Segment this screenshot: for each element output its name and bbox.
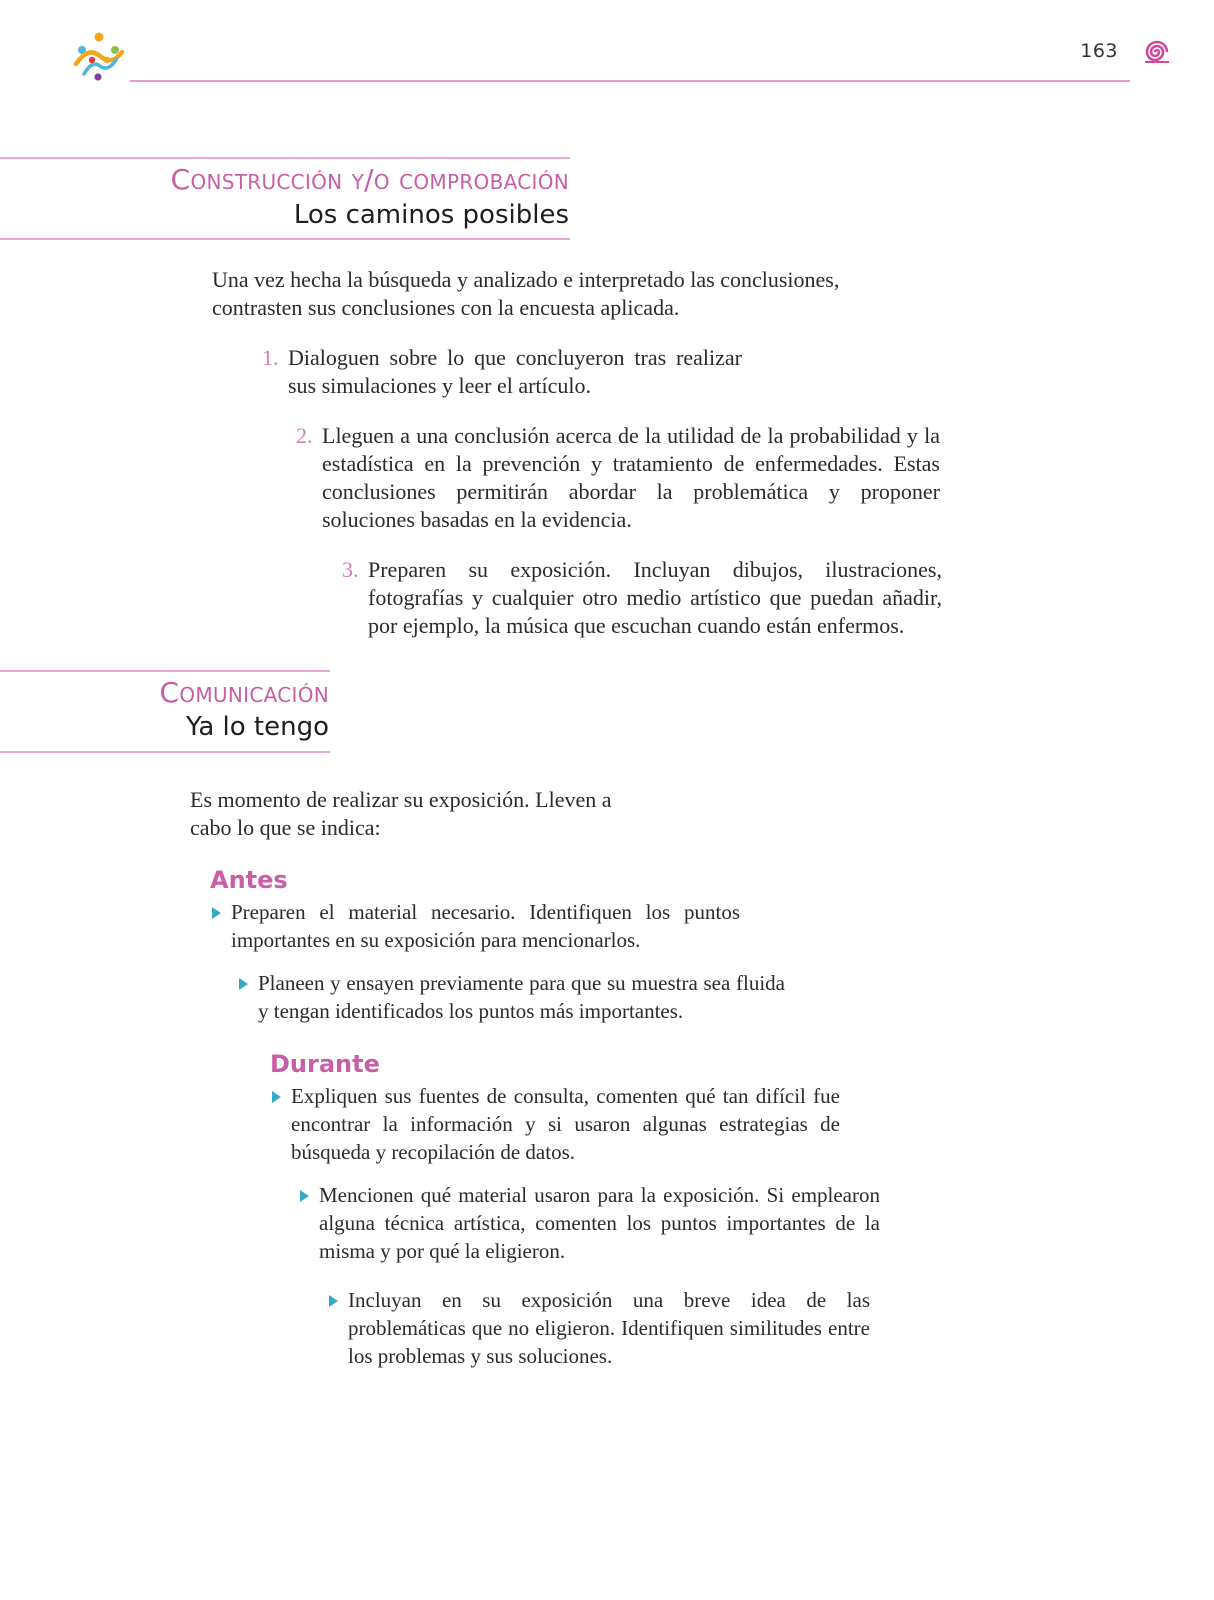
section-rule-top: [0, 157, 570, 159]
step-number: 3.: [342, 557, 359, 582]
bullet-item: [210, 898, 740, 954]
section-title: Construcción y/o comprobación: [170, 163, 569, 196]
bullet-triangle-icon: [270, 1090, 282, 1104]
bullet-triangle-icon: [298, 1189, 310, 1203]
page-number: 163: [1080, 40, 1118, 62]
section-title: Comunicación: [159, 676, 329, 709]
bullet-text: Mencionen qué material usaron para la exposición. Si emplearon alguna técnica artística, comenten los puntos importantes de la misma y por qué la eligieron.: [319, 1183, 880, 1263]
pink-spiral-ornament-icon: [1141, 36, 1173, 68]
section-rule-bottom: [0, 238, 570, 240]
intro-paragraph: Es momento de realizar su exposición. Lleven a cabo lo que se indica:: [190, 787, 612, 840]
antes-heading: Antes: [210, 866, 288, 894]
step-text: Dialoguen sobre lo que concluyeron tras realizar sus simulaciones y leer el artículo.: [288, 345, 742, 398]
bullet-item: [327, 1286, 870, 1370]
colorful-dots-logo-icon: [70, 30, 128, 88]
bullet-text: Planeen y ensayen previamente para que su muestra sea fluida y tengan identificados los puntos más importantes.: [258, 971, 785, 1023]
bullet-text: Preparen el material necesario. Identifiquen los puntos importantes en su exposición para mencionarlos.: [231, 900, 740, 952]
durante-heading: Durante: [270, 1050, 380, 1078]
section-rule-bottom: [0, 751, 330, 753]
bullet-item: [237, 969, 785, 1025]
section-subtitle: Los caminos posibles: [293, 200, 569, 230]
bullet-text: Incluyan en su exposición una breve idea de las problemáticas que no eligieron. Identifiquen similitudes entre los problemas y sus soluciones.: [348, 1288, 870, 1368]
header-rule: [130, 80, 1130, 82]
step-item: [342, 556, 942, 640]
bullet-triangle-icon: [210, 906, 222, 920]
step-number: 2.: [296, 423, 313, 448]
bullet-text: Expliquen sus fuentes de consulta, comenten qué tan difícil fue encontrar la información y si usaron algunas estrategias de búsqueda y recopilación de datos.: [291, 1084, 840, 1164]
intro-paragraph: Una vez hecha la búsqueda y analizado e interpretado las conclusiones, contrasten sus conclusiones con la encuesta aplicada.: [212, 267, 840, 320]
step-number: 1.: [262, 345, 279, 370]
bullet-triangle-icon: [237, 977, 249, 991]
step-text: Preparen su exposición. Incluyan dibujos, ilustraciones, fotografías y cualquier otro medio artístico que puedan añadir, por ejemplo, la música que escuchan cuando están enfermos.: [368, 557, 942, 638]
section-rule-top: [0, 670, 330, 672]
section-subtitle: Ya lo tengo: [186, 712, 329, 742]
step-item: [262, 344, 742, 400]
step-text: Lleguen a una conclusión acerca de la utilidad de la probabilidad y la estadística en la prevención y tratamiento de enfermedades. Estas conclusiones permitirán abordar la problemática y proponer soluciones basadas en la evidencia.: [322, 423, 940, 532]
step-item: [296, 422, 940, 534]
bullet-item: [270, 1082, 840, 1166]
bullet-triangle-icon: [327, 1294, 339, 1308]
bullet-item: [298, 1181, 880, 1265]
